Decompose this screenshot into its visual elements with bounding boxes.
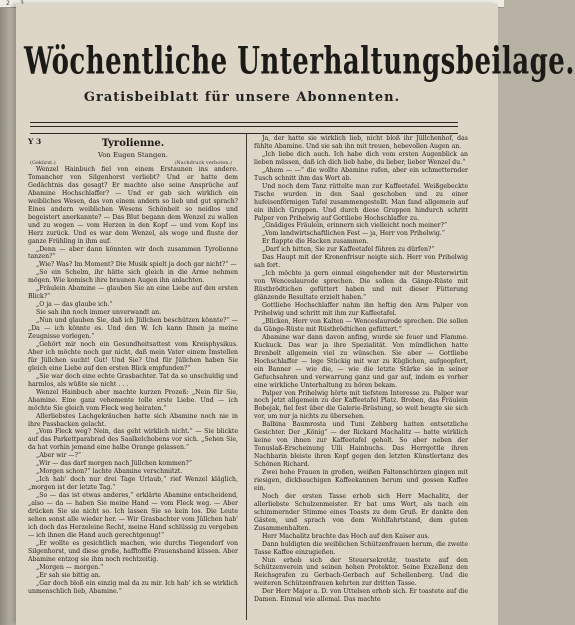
paragraph: Herr Machalitz brachte das Hoch auf den Kaiser aus.: [262, 532, 430, 540]
paragraph: „Wir — das darf morgen nach Jüllchen kommen?“: [36, 460, 192, 468]
paragraph: „Ahem — —“ die wollte Abamine rufen, aber ein schmetternder Tusch schnitt ihm das Wort ab.: [254, 166, 468, 182]
paragraph: Noch der ersten Tasse erhob sich Herr Machalitz, der allerliebste Schulzenmeister. Er bat ums Wort, als nach ein schimmernder Stimme eines Toasts zu dem Gruß. Er dankte den Gästen, und sprach von dem Wohlfahrtstand, dem guten Zusammenhalten.: [254, 492, 468, 532]
paragraph: Balbina Baumrosta und Tuni Zehberg hatten entsetzliche Gesichter. Der „König“ — der Rickard Machalitz — hatte wirklich keine von ihnen zur Kaffeetafel geholt. So aber neben der Tonuslaß-Erscheinung Ulli Hainbuchs. Das Herrgottle ihren Nachbarin bleiste ihren Kopf gegen den letzten Künstlertanz des Schönen Richard.: [254, 421, 468, 469]
paragraph: Und noch dem Tanz rüttelte man zur Kaffeetafel. Weißgebeckte Tische wurden in den Saal geschoben und zu einer hufeisenförmigen Tafel zusammengestellt. Man fand allgemein auf ein ihlich Gruppen. Und durch diese Gruppen hindurch schritt Palper von Prihelwig auf Gottliebe Hochschlaffer zu.: [254, 182, 468, 222]
issue-marker: Y 3: [28, 137, 42, 146]
column-divider: [246, 134, 247, 620]
book-binding-edge: [0, 0, 16, 625]
masthead-title: Wöchentliche Unterhaltungsbeilage.: [24, 40, 575, 84]
paragraph: Wenzel Hainbuch aber machte kurzen Prozeß: „Nein für Sie, Abamine. Eine ganz vehemente tolle erste Liebe. Und — ich möchte Sie gleich vom Fleck weg heiraten.“: [28, 388, 238, 412]
paragraph: „Morgen — morgen.“: [36, 563, 104, 571]
paragraph: „Ich möchte ja gern einmal eingehender mit der Musterwirtin von Wenceslaurode sprechen. Die sollen da Gänge-Rüste mit Rüstbrödtichen gefüttert haben und mit dieser Fütterung glänzende Resultate erzielt haben.“: [254, 270, 468, 302]
paragraph: Wenzel Hainbuch fiel von einem Erstaunen ins andere. Tomancher von Silgenhorst verliebt? Und er hatte dem Gedächtnis das gesagt? Er machte also seine Ansprüche auf Abamine Hochschlaffer? — Und er gab sich wirklich ein weibliches Wesen, das von einem andern so lieb und gut sprach? Eines andern weiblichen Wesens Schönheit so neidlos und begeistert anerkannte? — Das Blut begann dem Wenzel zu wallen und zu wogen — vom Herzen in den Kopf — und vom Kopf ins Herz zurück. Und es war dem Wenzel, als woge und fluste der ganze Frühling in ihm auf.: [28, 166, 238, 245]
paragraph: Ja, der hatte sie wirklich lieb, nicht bloß ihr Jüllchenhof, das fühlte Abamine. Und sie sah ihn mit treuen, hebevollen Augen an.: [254, 135, 468, 150]
note-abridged: (Gekürzt.): [30, 160, 56, 166]
paragraph: „Vom Fleck weg? Nein, das geht wirklich nicht.“ — Sie blickte auf das Parkettparabrad des Saalkelchobens vor sich. „Sehen Sie, da hat vorhin jemand eine halbe Orange gelassen.“: [28, 428, 238, 452]
paragraph: Nun erhob sich der Steuersekretär, toastete auf den Schützenverein und seinen hohen Protektor. Seine Exzellenz den Reichsgrafen zu Gerbach-Gerbach auf Schellenberg. Und die weiteren Schützenfrauen kehrten zur dritten Tasse.: [254, 556, 468, 588]
paragraph: Palper von Prihelwig hörte mit tiefstem Interesse zu. Palper war noch jetzt allgemein zu der Kaffeetafel Platz. Broben, das Fräulein Bobejak, fiel fest über die Galerie-Brüstung, so weit beugte sie sich vor, um nur ja nichts zu übersehen.: [254, 389, 468, 421]
paragraph: Zwei hohe Frauen in großen, weißen Faltenschürzen gingen mit riesigen, dickbauchigen Kaffeekannen herum und gossen Kaffee ein.: [254, 469, 468, 492]
masthead-subtitle: Gratisbeiblatt für unsere Abonnenten.: [83, 90, 401, 105]
paragraph: „Nun und glauben Sie, daß ich Jüllchen beschützen könnte?“ — „Da — ich könnte es. Und den W. Ich kann Ihnen ja meine Zeugnisse vorlegen.“: [28, 317, 238, 341]
paragraph: „Wie? Was? Im Moment? Die Musik spielt ja doch gar nicht?“ —: [36, 261, 237, 269]
page-marker-left: 2: [6, 0, 10, 7]
masthead-rule-top: [30, 122, 458, 123]
paragraph: „O ja — das glaube ich.“: [36, 301, 113, 309]
column-header-rule: [30, 133, 458, 134]
paragraph: Abamine war dann davon anfing, wurde sie feuer und Flamme. Kuckuck. Das war ja ihre Spezialität. Von mündlichen hatte Brenbelt allgemein viel zu wünschen. Sie aber — Gottliebe Hochschlaffer — lege Stückig mit war zu Küglichen, aufgeopfert, ein Banner — wie die, — wie die letzte Stärke sie in seiner Gefuchsahren und verwarrung ganz und gar auf, indem es vorher eine wirkliche Unterhaltung zu hören bekam.: [254, 333, 468, 389]
paragraph: „Darf ich bitten, Sie zur Kaffeetafel führen zu dürfen?“: [262, 246, 435, 254]
left-column: [28, 166, 238, 619]
paragraph: „Vom landwirtschaftlichen Fest — ja, Herr von Prihelwig.“: [262, 230, 445, 238]
paragraph: Der Herr Major a. D. von Uttelsen erhob sich. Er toastete auf die Damen. Einmal wie allemal. Das machte: [254, 588, 468, 604]
masthead: [24, 40, 575, 106]
paragraph: „Gnädiges Fräulein, erinnern sich vielleicht noch meiner?“: [262, 222, 448, 230]
paragraph: Das Haupt mit der Kronenfrisur neigte sich. Herr von Prihelwig sah fort.: [254, 254, 468, 270]
paragraph: „Sie war doch eine echte Grasbachter. Tat da so unschuldig und harmlos, als wüßte sie nicht . . .: [28, 372, 238, 388]
paragraph: „Blicken, Herr von Kalten — Wenceslaurode sprechen. Die sollen da Gänge-Rüste mit Rüstbrödtichen gefüttert.“: [254, 317, 468, 333]
paragraph: Er flappte die Hacken zusammen.: [262, 238, 369, 246]
paragraph: „So ein Schelm, ihr hätte sich gleich in die Arme nehmen mögen. Wie komisch ihre braunen Augen ihn anlachten.: [28, 269, 238, 285]
right-column: [254, 135, 468, 619]
paragraph: Gottliebe Hochschlaffer nahm ihn heftig den Arm Palper von Prihelwig und schritt mit ihm zur Kaffeetafel.: [254, 302, 468, 317]
story-title: Tyrolienne.: [101, 138, 165, 149]
paragraph: „Ich hab' doch nur drei Tage Urlaub,“ rief Wenzel kläglich, „morgen ist der letzte Tag.“: [28, 476, 238, 492]
paragraph: „Gehört mir noch ein Gesundheitsattest vom Kreisphysikus. Aber ich möchte noch gar nicht, daß mein Vater einem Imstellen für Jüllchen sucht! Gut! Und Sie? Und für Jüllchen haben Sie gleich eine Liebe auf den ersten Blick empfunden?“: [28, 340, 238, 372]
paragraph: „Morgen schon?“ lachte Abamine verschmitzt.: [36, 468, 183, 476]
note-reprint: (Nachdruck verboten.): [174, 160, 232, 166]
paragraph: „Denn — aber dann könnten wir doch zusammen Tyrolienne tanzen?“: [28, 245, 238, 261]
paragraph: „So — das ist etwas anderes,“ erklärte Abamine entscheidend, „also — da — haben Sie meine Hand — vom Fleck weg. — Aber drücken Sie sie nicht so. Ich lassen Sie so kein los. Die Leute sehen sonst alle wieder her. — Wir Grasbachter vom Jüllchen hab' ich doch das Herzeleine Recht, meine Hand schlüssig zu vergeben — ich ihnen die Hand auch gerechtgenug!“: [28, 492, 238, 539]
paragraph: Sie sah ihn noch immer unverwandt an.: [36, 309, 162, 317]
story-byline: Von Eugen Stangen.: [98, 151, 168, 159]
paragraph: „Aber wir —?“: [36, 452, 82, 460]
masthead-rule-bottom: [30, 126, 458, 127]
paragraph: „Er wollte es gesichtlich machen, wie durchs Tiegendorf von Silgenhorst, und diese große, hafftoffle Frauenshand küssen. Aber Abamine entzog sie ihm noch rechtzeitig.: [28, 539, 238, 563]
paragraph: „Gar doch bloß ein einzig mal da zu mir. Ich hab' ich se wirklich unmenschlich lieb, Abamine.“: [28, 579, 238, 595]
paragraph: Allerliebstes Lachgekräuchen hatte sich Abamine noch nie in ihre Passbacken gelacht.: [28, 412, 238, 428]
paragraph: Dann huldigten die weiblichen Schützenfrauen herum, die zweite Tasse Kaffee einzugießen.: [254, 540, 468, 556]
paragraph: „Er sah sie bittig an.: [36, 571, 101, 579]
paragraph: „Fräulein Abamine — glauben Sie an eine Liebe auf den ersten Blick?“: [28, 285, 238, 301]
paragraph: „Ich liebe dich auch. Ich habe dich vom ersten Augenblick an lieben müssen, daß ich dich lieb habe, du lieber, lieber Wenzel du.“: [254, 150, 468, 166]
